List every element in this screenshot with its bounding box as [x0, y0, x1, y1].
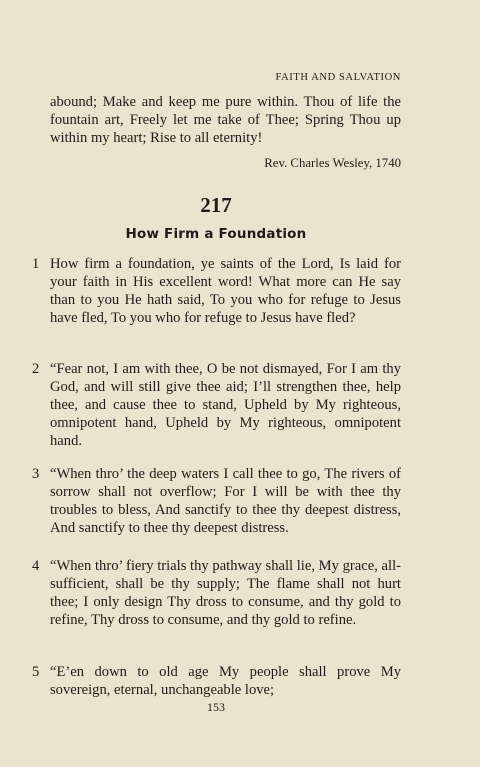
- hymn-author: Rev. Charles Wesley, 1740: [264, 156, 401, 170]
- hymn-number: 217: [200, 193, 232, 217]
- verse-number: 2: [32, 361, 40, 377]
- page-number: 153: [207, 700, 225, 714]
- verse-2: [32, 360, 401, 450]
- verse-5: [32, 663, 401, 699]
- verse-number: 1: [32, 256, 40, 272]
- verse-3: [32, 465, 401, 537]
- verse-text: “When thro’ fiery trials thy pathway shall lie, My grace, all-sufficient, shall be thy supply; The flame shall not hurt thee; I only design Thy dross to consume, and thy gold to refine, Thy dross to consume, and thy gold to refine.: [50, 558, 401, 628]
- verse-text: “Fear not, I am with thee, O be not dismayed, For I am thy God, and will still give thee aid; I’ll strengthen thee, help thee, and cause thee to stand, Upheld by My righteous, omnipotent hand, Upheld by My righteous, omnipotent hand.: [50, 361, 401, 449]
- verse-1: [32, 255, 401, 327]
- verse-4: [32, 557, 401, 629]
- verse-text: “When thro’ the deep waters I call thee to go, The rivers of sorrow shall not overflow; For I will be with thee thy troubles to bless, And sanctify to thee thy deepest distress, And sanctify to thee thy deepest distress.: [50, 466, 401, 536]
- verse-text: How firm a foundation, ye saints of the Lord, Is laid for your faith in His excellent word! What more can He say than to you He hath said, To you who for refuge to Jesus have fled, To you who for refuge to Jesus have fled?: [50, 256, 401, 326]
- hymn-title: How Firm a Foundation: [125, 226, 307, 242]
- running-head: FAITH AND SALVATION: [275, 72, 401, 83]
- verse-text: “E’en down to old age My people shall prove My sovereign, eternal, unchangeable love;: [50, 664, 401, 698]
- verse-number: 5: [32, 664, 40, 680]
- verse-number: 3: [32, 466, 40, 482]
- previous-hymn-continuation: abound; Make and keep me pure within. Thou of life the fountain art, Freely let me take of Thee; Spring Thou up within my heart; Rise to all eternity!: [50, 94, 401, 146]
- verse-number: 4: [32, 558, 40, 574]
